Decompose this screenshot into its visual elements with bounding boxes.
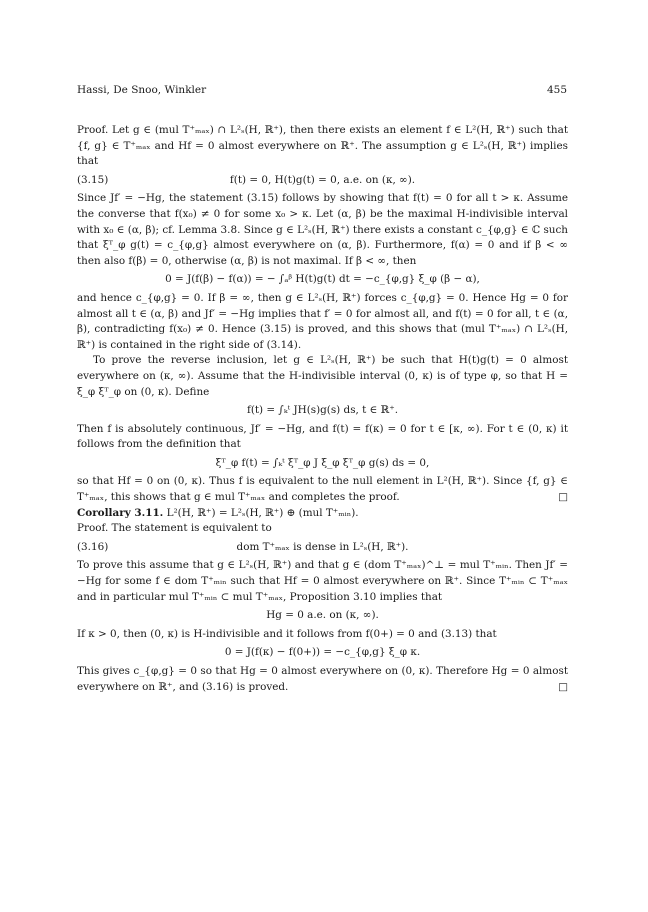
paragraph: Then f is absolutely continuous, Jf′ = −Hg, and f(t) = f(κ) = 0 for t ∈ [κ, ∞). For t ∈ (0, κ) it follows from the definition that xyxy=(77,422,568,451)
equation-body: 0 = J(f(β) − f(α)) = − ∫ₐᵝ H(t)g(t) dt = −c_{φ,g} ξ_φ (β − α), xyxy=(165,273,480,286)
paragraph: Proof. Let g ∈ (mul T⁺ₘₐₓ) ∩ L²ₛ(H, ℝ⁺), then there exists an element f ∈ L²(H, ℝ⁺) such that {f, g} ∈ T⁺ₘₐₓ and Hf = 0 almost everywhere on ℝ⁺. The assumption g ∈ L²ₛ(H, ℝ⁺) implies that xyxy=(77,124,568,168)
display-equation xyxy=(77,272,568,288)
paragraph: If κ > 0, then (0, κ) is H-indivisible and it follows from f(0+) = 0 and (3.13) that xyxy=(77,627,497,640)
display-equation xyxy=(77,645,568,661)
page-number: 455 xyxy=(547,84,568,96)
equation-number: (3.16) xyxy=(77,540,109,553)
body-text xyxy=(77,123,568,695)
equation-body: f(t) = 0, H(t)g(t) = 0, a.e. on (κ, ∞). xyxy=(229,173,416,186)
paragraph: Since Jf′ = −Hg, the statement (3.15) follows by showing that f(t) = 0 for all t > κ. Assume the converse that f(x₀) ≠ 0 for some x₀ > κ. Let (α, β) be the maximal H-indivisible interval with x₀ ∈ (α, β); cf. Lemma 3.8. Since g ∈ L²ₛ(H, ℝ⁺) there exists a constant c_{φ,g} ∈ ℂ such that ξᵀ_φ g(t) = c_{φ,g} almost everywhere on (α, β). Furthermore, f(α) = 0 and if β < ∞ then also f(β) = 0, otherwise (α, β) is not maximal. If β < ∞, then xyxy=(77,192,568,267)
paragraph: Proof. The statement is equivalent to xyxy=(77,522,272,535)
equation-body: f(t) = ∫ₖᵗ JH(s)g(s) ds, t ∈ ℝ⁺. xyxy=(246,404,399,417)
equation-body: 0 = J(f(κ) − f(0+)) = −c_{φ,g} ξ_φ κ. xyxy=(224,646,421,659)
paragraph xyxy=(77,664,568,695)
display-equation xyxy=(77,608,568,624)
display-equation xyxy=(77,403,568,419)
equation-body: Hg = 0 a.e. on (κ, ∞). xyxy=(266,609,379,622)
equation-3-16 xyxy=(77,540,568,556)
equation-3-15 xyxy=(77,173,568,189)
corollary-label: Corollary 3.11. xyxy=(77,506,164,519)
corollary xyxy=(77,506,568,522)
qed-symbol: □ xyxy=(558,680,568,693)
paragraph-text: This gives c_{φ,g} = 0 so that Hg = 0 almost everywhere on (0, κ). Therefore Hg = 0 almost everywhere on ℝ⁺, and (3.16) is proved. xyxy=(77,665,568,693)
equation-number: (3.15) xyxy=(77,173,109,186)
running-header-authors: Hassi, De Snoo, Winkler xyxy=(77,84,207,96)
equation-body: ξᵀ_φ f(t) = ∫ₖᵗ ξᵀ_φ J ξ_φ ξᵀ_φ g(s) ds = 0, xyxy=(215,456,430,469)
equation-body: dom T⁺ₘₐₓ is dense in L²ₛ(H, ℝ⁺). xyxy=(236,540,409,553)
corollary-statement: L²(H, ℝ⁺) = L²ₛ(H, ℝ⁺) ⊕ (mul T⁺ₘᵢₙ). xyxy=(166,506,359,519)
paragraph-text: so that Hf = 0 on (0, κ). Thus f is equivalent to the null element in L²(H, ℝ⁺). Since {f, g} ∈ T⁺ₘₐₓ, this shows that g ∈ mul T⁺ₘₐₓ and completes the proof. xyxy=(77,475,568,504)
paragraph: and hence c_{φ,g} = 0. If β = ∞, then g ∈ L²ₛ(H, ℝ⁺) forces c_{φ,g} = 0. Hence Hg = 0 for almost all t ∈ (α, β) and Jf′ = −Hg implies that f′ = 0 for almost all, and f(t) = 0 for all, t ∈ (α, β), contradicting f(x₀) ≠ 0. Hence (3.15) is proved, and this shows that (mul T⁺ₘₐₓ) ∩ L²ₛ(H, ℝ⁺) is contained in the right side of (3.14). xyxy=(77,291,568,351)
paragraph: To prove this assume that g ∈ L²ₛ(H, ℝ⁺) and that g ∈ (dom T⁺ₘₐₓ)^⊥ = mul T⁺ₘᵢₙ. Then Jf′ = −Hg for some f ∈ dom T⁺ₘᵢₙ such that Hf = 0 almost everywhere on ℝ⁺. Since T⁺ₘᵢₙ ⊂ T⁺ₘₐₓ and in particular mul T⁺ₘᵢₙ ⊂ mul T⁺ₘₐₓ, Proposition 3.10 implies that xyxy=(77,559,568,603)
paragraph xyxy=(77,474,568,505)
paragraph: To prove the reverse inclusion, let g ∈ L²ₛ(H, ℝ⁺) be such that H(t)g(t) = 0 almost everywhere on (κ, ∞). Assume that the H-indivisible interval (0, κ) is of type φ, so that H = ξ_φ ξᵀ_φ on (0, κ). Define xyxy=(77,354,568,398)
qed-symbol: □ xyxy=(558,491,568,504)
display-equation xyxy=(77,456,568,472)
